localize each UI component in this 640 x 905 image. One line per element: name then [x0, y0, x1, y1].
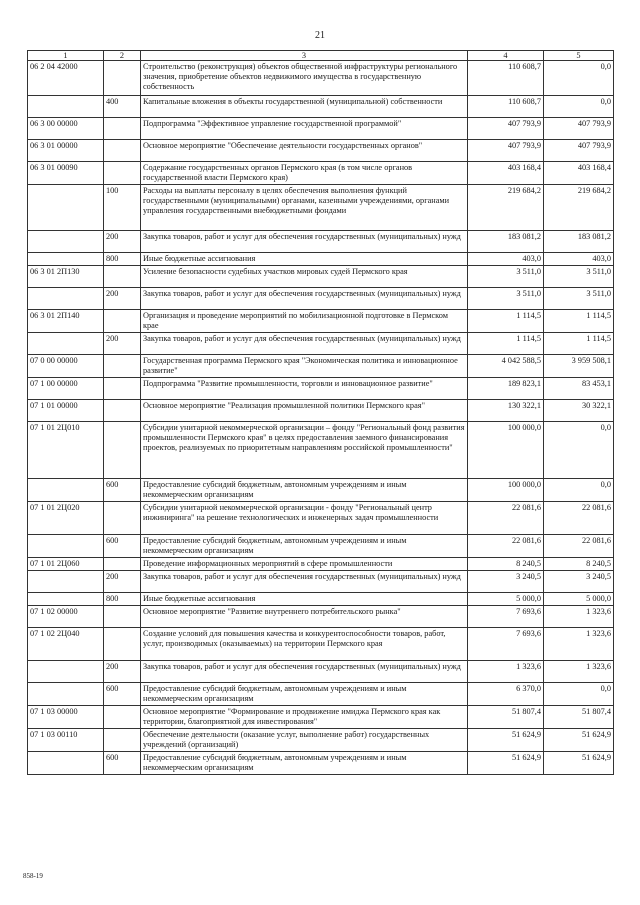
- expense-type-cell: 200: [104, 661, 141, 683]
- target-code-cell: 06 3 01 2П140: [28, 310, 104, 333]
- amount-col4-cell: 403 168,4: [468, 162, 544, 185]
- amount-col4-cell: 7 693,6: [468, 628, 544, 661]
- amount-col4-cell: 100 000,0: [468, 422, 544, 479]
- target-code-cell: [28, 96, 104, 118]
- amount-col5-cell: 407 793,9: [544, 118, 614, 140]
- expense-type-cell: [104, 378, 141, 400]
- description-cell: Закупка товаров, работ и услуг для обеспечения государственных (муниципальных) нужд: [141, 231, 468, 253]
- table-body: [28, 61, 614, 775]
- target-code-cell: 07 1 00 00000: [28, 378, 104, 400]
- amount-col5-cell: 3 511,0: [544, 266, 614, 288]
- target-code-cell: [28, 661, 104, 683]
- column-header-2: 2: [104, 51, 141, 61]
- table-row: [28, 706, 614, 729]
- amount-col5-cell: 1 323,6: [544, 628, 614, 661]
- amount-col5-cell: 403,0: [544, 253, 614, 266]
- amount-col4-cell: 130 322,1: [468, 400, 544, 422]
- table-row: [28, 118, 614, 140]
- amount-col5-cell: 51 624,9: [544, 729, 614, 752]
- description-cell: Организация и проведение мероприятий по мобилизационной подготовке в Пермском крае: [141, 310, 468, 333]
- table-row: [28, 288, 614, 310]
- table-row: [28, 266, 614, 288]
- table-row: [28, 535, 614, 558]
- expense-type-cell: [104, 706, 141, 729]
- target-code-cell: 07 1 03 00000: [28, 706, 104, 729]
- target-code-cell: [28, 593, 104, 606]
- table-row: [28, 571, 614, 593]
- description-cell: Иные бюджетные ассигнования: [141, 253, 468, 266]
- target-code-cell: 06 2 04 42000: [28, 61, 104, 96]
- target-code-cell: 06 3 01 00000: [28, 140, 104, 162]
- expense-type-cell: [104, 558, 141, 571]
- expense-type-cell: 100: [104, 185, 141, 231]
- amount-col5-cell: 0,0: [544, 683, 614, 706]
- amount-col5-cell: 0,0: [544, 422, 614, 479]
- column-header-3: 3: [141, 51, 468, 61]
- table-row: [28, 628, 614, 661]
- table-row: [28, 231, 614, 253]
- table-row: [28, 310, 614, 333]
- footer-code: 858-19: [23, 872, 43, 880]
- amount-col5-cell: 51 807,4: [544, 706, 614, 729]
- column-header-1: 1: [28, 51, 104, 61]
- amount-col5-cell: 0,0: [544, 61, 614, 96]
- target-code-cell: 07 1 01 00000: [28, 400, 104, 422]
- description-cell: Подпрограмма "Развитие промышленности, торговли и инновационное развитие": [141, 378, 468, 400]
- target-code-cell: [28, 288, 104, 310]
- description-cell: Закупка товаров, работ и услуг для обеспечения государственных (муниципальных) нужд: [141, 571, 468, 593]
- table-row: [28, 355, 614, 378]
- amount-col4-cell: 100 000,0: [468, 479, 544, 502]
- amount-col5-cell: 5 000,0: [544, 593, 614, 606]
- amount-col5-cell: 3 240,5: [544, 571, 614, 593]
- amount-col4-cell: 1 323,6: [468, 661, 544, 683]
- description-cell: Субсидии унитарной некоммерческой организации - фонду "Региональный центр инжиниринга" на решение технологических и инженерных задач промышленности: [141, 502, 468, 535]
- target-code-cell: 07 1 01 2Ц020: [28, 502, 104, 535]
- description-cell: Основное мероприятие "Обеспечение деятельности государственных органов": [141, 140, 468, 162]
- description-cell: Предоставление субсидий бюджетным, автономным учреждениям и иным некоммерческим организациям: [141, 535, 468, 558]
- description-cell: Капитальные вложения в объекты государственной (муниципальной) собственности: [141, 96, 468, 118]
- table-row: [28, 752, 614, 775]
- amount-col5-cell: 0,0: [544, 479, 614, 502]
- amount-col5-cell: 183 081,2: [544, 231, 614, 253]
- table-row: [28, 606, 614, 628]
- target-code-cell: [28, 231, 104, 253]
- amount-col5-cell: 1 323,6: [544, 606, 614, 628]
- amount-col4-cell: 110 608,7: [468, 96, 544, 118]
- target-code-cell: [28, 185, 104, 231]
- description-cell: Государственная программа Пермского края "Экономическая политика и инновационное развитие": [141, 355, 468, 378]
- description-cell: Усиление безопасности судебных участков мировых судей Пермского края: [141, 266, 468, 288]
- table-row: [28, 661, 614, 683]
- amount-col5-cell: 407 793,9: [544, 140, 614, 162]
- budget-table: [27, 50, 614, 775]
- description-cell: Основное мероприятие "Формирование и продвижение имиджа Пермского края как территории, благоприятной для инвестирования": [141, 706, 468, 729]
- page-number: 21: [315, 30, 325, 41]
- table-row: [28, 400, 614, 422]
- amount-col5-cell: 1 114,5: [544, 310, 614, 333]
- description-cell: Основное мероприятие "Реализация промышленной политики Пермского края": [141, 400, 468, 422]
- target-code-cell: 07 1 01 2Ц060: [28, 558, 104, 571]
- table-row: [28, 61, 614, 96]
- amount-col4-cell: 183 081,2: [468, 231, 544, 253]
- expense-type-cell: [104, 266, 141, 288]
- amount-col5-cell: 3 959 508,1: [544, 355, 614, 378]
- amount-col4-cell: 1 114,5: [468, 310, 544, 333]
- target-code-cell: [28, 253, 104, 266]
- amount-col4-cell: 51 624,9: [468, 729, 544, 752]
- target-code-cell: [28, 535, 104, 558]
- table-row: [28, 333, 614, 355]
- description-cell: Закупка товаров, работ и услуг для обеспечения государственных (муниципальных) нужд: [141, 288, 468, 310]
- table-row: [28, 593, 614, 606]
- description-cell: Субсидии унитарной некоммерческой организации – фонду "Региональный фонд развития промышленности Пермского края" в целях предоставления заемного финансирования проектов, реализуемых по приоритетным направлениям российской промышленности": [141, 422, 468, 479]
- target-code-cell: [28, 479, 104, 502]
- description-cell: Строительство (реконструкция) объектов общественной инфраструктуры регионального значения, приобретение объектов недвижимого имущества в государственную собственность: [141, 61, 468, 96]
- description-cell: Закупка товаров, работ и услуг для обеспечения государственных (муниципальных) нужд: [141, 333, 468, 355]
- target-code-cell: 06 3 01 00090: [28, 162, 104, 185]
- amount-col4-cell: 4 042 588,5: [468, 355, 544, 378]
- description-cell: Подпрограмма "Эффективное управление государственной программой": [141, 118, 468, 140]
- expense-type-cell: [104, 355, 141, 378]
- table-row: [28, 683, 614, 706]
- expense-type-cell: [104, 61, 141, 96]
- amount-col4-cell: 7 693,6: [468, 606, 544, 628]
- amount-col5-cell: 3 511,0: [544, 288, 614, 310]
- amount-col5-cell: 219 684,2: [544, 185, 614, 231]
- target-code-cell: [28, 333, 104, 355]
- description-cell: Содержание государственных органов Пермского края (в том числе органов государственной власти Пермского края): [141, 162, 468, 185]
- expense-type-cell: 800: [104, 593, 141, 606]
- amount-col4-cell: 403,0: [468, 253, 544, 266]
- expense-type-cell: [104, 502, 141, 535]
- table-row: [28, 185, 614, 231]
- amount-col5-cell: 22 081,6: [544, 535, 614, 558]
- amount-col4-cell: 22 081,6: [468, 535, 544, 558]
- description-cell: Расходы на выплаты персоналу в целях обеспечения выполнения функций государственными (муниципальными) органами, казенными учреждениями, органами управления государственными внебюджетными фондами: [141, 185, 468, 231]
- amount-col5-cell: 22 081,6: [544, 502, 614, 535]
- description-cell: Закупка товаров, работ и услуг для обеспечения государственных (муниципальных) нужд: [141, 661, 468, 683]
- expense-type-cell: [104, 628, 141, 661]
- amount-col4-cell: 407 793,9: [468, 118, 544, 140]
- description-cell: Предоставление субсидий бюджетным, автономным учреждениям и иным некоммерческим организациям: [141, 683, 468, 706]
- description-cell: Создание условий для повышения качества и конкурентоспособности товаров, работ, услуг, производимых (оказываемых) на территории Пермского края: [141, 628, 468, 661]
- amount-col4-cell: 110 608,7: [468, 61, 544, 96]
- amount-col5-cell: 0,0: [544, 96, 614, 118]
- expense-type-cell: 400: [104, 96, 141, 118]
- expense-type-cell: 200: [104, 333, 141, 355]
- target-code-cell: [28, 571, 104, 593]
- description-cell: Предоставление субсидий бюджетным, автономным учреждениям и иным некоммерческим организациям: [141, 479, 468, 502]
- amount-col4-cell: 219 684,2: [468, 185, 544, 231]
- target-code-cell: 07 1 02 00000: [28, 606, 104, 628]
- amount-col4-cell: 3 240,5: [468, 571, 544, 593]
- expense-type-cell: [104, 606, 141, 628]
- amount-col4-cell: 189 823,1: [468, 378, 544, 400]
- expense-type-cell: 600: [104, 535, 141, 558]
- description-cell: Проведение информационных мероприятий в сфере промышленности: [141, 558, 468, 571]
- expense-type-cell: [104, 422, 141, 479]
- description-cell: Обеспечение деятельности (оказание услуг, выполнение работ) государственных учреждений (организаций): [141, 729, 468, 752]
- target-code-cell: 06 3 01 2П130: [28, 266, 104, 288]
- table-row: [28, 558, 614, 571]
- amount-col4-cell: 5 000,0: [468, 593, 544, 606]
- target-code-cell: [28, 683, 104, 706]
- expense-type-cell: [104, 118, 141, 140]
- expense-type-cell: [104, 400, 141, 422]
- target-code-cell: [28, 752, 104, 775]
- amount-col5-cell: 8 240,5: [544, 558, 614, 571]
- amount-col5-cell: 51 624,9: [544, 752, 614, 775]
- expense-type-cell: [104, 140, 141, 162]
- expense-type-cell: 200: [104, 231, 141, 253]
- expense-type-cell: 600: [104, 479, 141, 502]
- expense-type-cell: [104, 162, 141, 185]
- expense-type-cell: 600: [104, 752, 141, 775]
- amount-col5-cell: 403 168,4: [544, 162, 614, 185]
- target-code-cell: 07 1 02 2Ц040: [28, 628, 104, 661]
- table-row: [28, 140, 614, 162]
- target-code-cell: 07 1 03 00110: [28, 729, 104, 752]
- expense-type-cell: 200: [104, 288, 141, 310]
- description-cell: Основное мероприятие "Развитие внутреннего потребительского рынка": [141, 606, 468, 628]
- amount-col4-cell: 3 511,0: [468, 266, 544, 288]
- table-row: [28, 422, 614, 479]
- amount-col5-cell: 30 322,1: [544, 400, 614, 422]
- amount-col4-cell: 1 114,5: [468, 333, 544, 355]
- table-row: [28, 479, 614, 502]
- amount-col4-cell: 22 081,6: [468, 502, 544, 535]
- table-row: [28, 253, 614, 266]
- table-row: [28, 502, 614, 535]
- amount-col5-cell: 83 453,1: [544, 378, 614, 400]
- amount-col4-cell: 8 240,5: [468, 558, 544, 571]
- amount-col5-cell: 1 323,6: [544, 661, 614, 683]
- expense-type-cell: 200: [104, 571, 141, 593]
- expense-type-cell: 600: [104, 683, 141, 706]
- amount-col4-cell: 6 370,0: [468, 683, 544, 706]
- amount-col4-cell: 51 807,4: [468, 706, 544, 729]
- table-row: [28, 378, 614, 400]
- amount-col4-cell: 407 793,9: [468, 140, 544, 162]
- description-cell: Предоставление субсидий бюджетным, автономным учреждениям и иным некоммерческим организациям: [141, 752, 468, 775]
- table-row: [28, 96, 614, 118]
- table-row: [28, 162, 614, 185]
- amount-col4-cell: 3 511,0: [468, 288, 544, 310]
- description-cell: Иные бюджетные ассигнования: [141, 593, 468, 606]
- target-code-cell: 07 1 01 2Ц010: [28, 422, 104, 479]
- target-code-cell: 07 0 00 00000: [28, 355, 104, 378]
- table-header-row: [28, 51, 614, 61]
- expense-type-cell: 800: [104, 253, 141, 266]
- expense-type-cell: [104, 310, 141, 333]
- table-row: [28, 729, 614, 752]
- column-header-5: 5: [544, 51, 614, 61]
- target-code-cell: 06 3 00 00000: [28, 118, 104, 140]
- amount-col5-cell: 1 114,5: [544, 333, 614, 355]
- column-header-4: 4: [468, 51, 544, 61]
- amount-col4-cell: 51 624,9: [468, 752, 544, 775]
- expense-type-cell: [104, 729, 141, 752]
